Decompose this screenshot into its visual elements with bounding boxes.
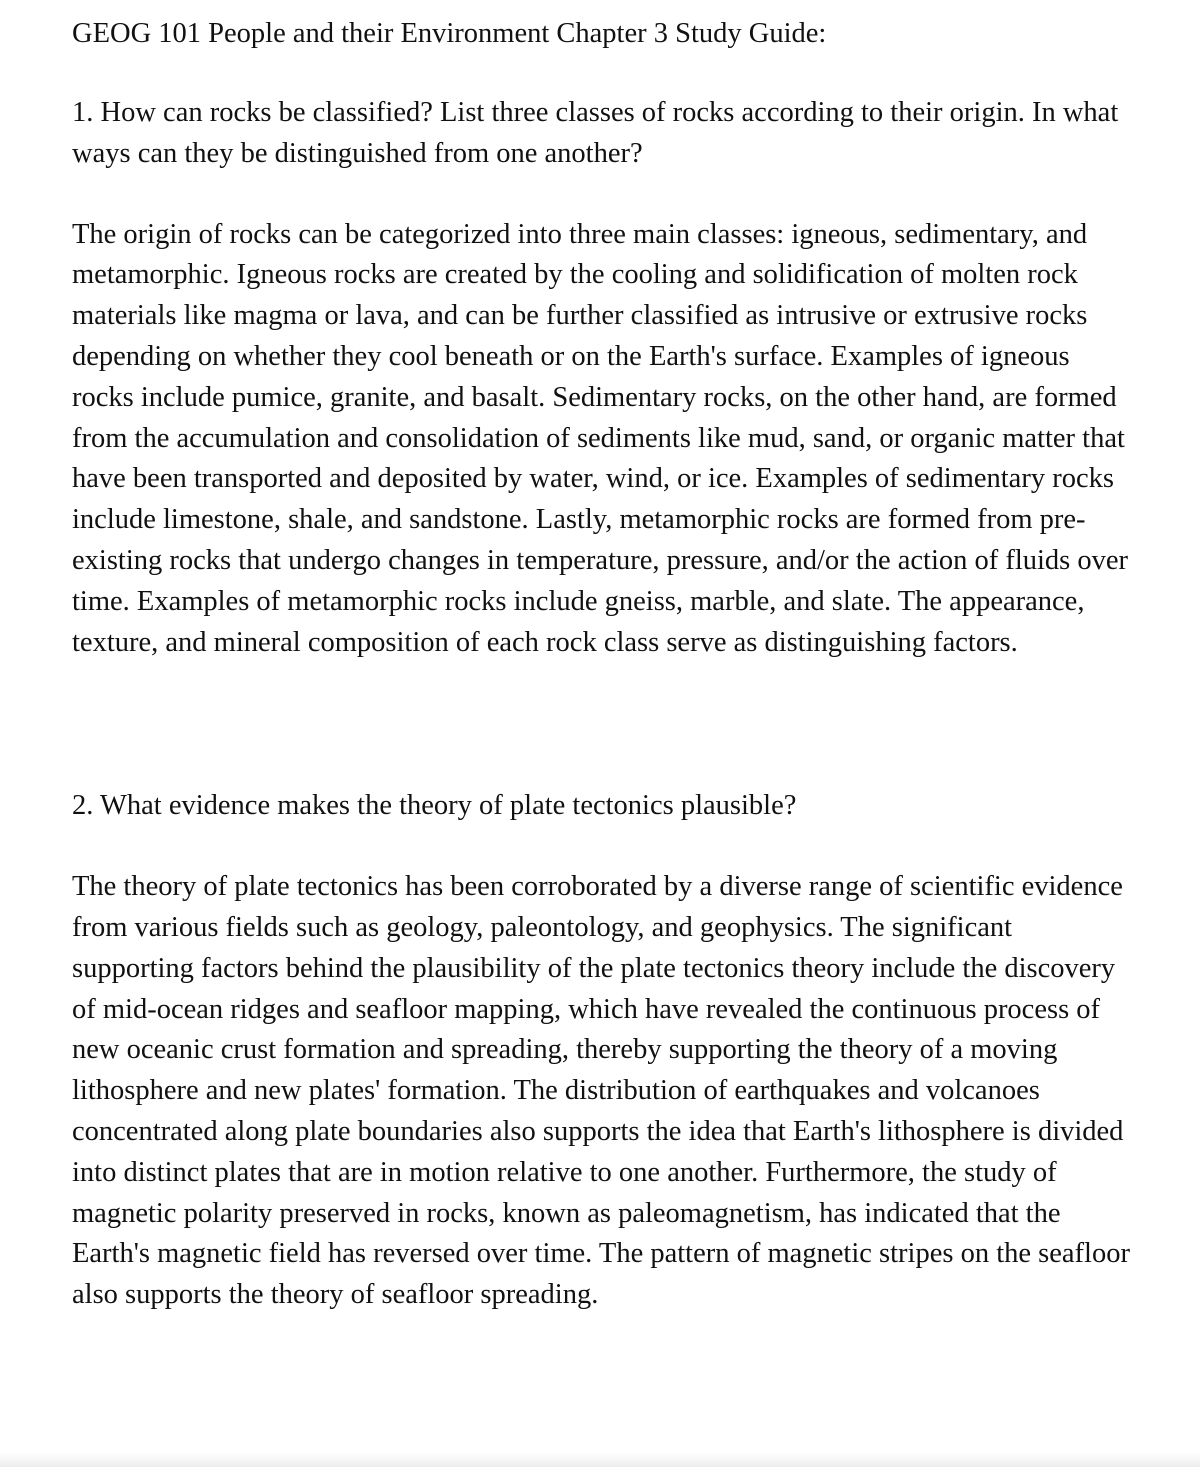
study-guide-document bbox=[72, 12, 1132, 1316]
question-2: 2. What evidence makes the theory of plate tectonics plausible? bbox=[72, 790, 797, 822]
section-1 bbox=[72, 93, 1132, 663]
section-2 bbox=[72, 786, 1132, 1316]
spacer bbox=[72, 56, 1132, 93]
spacer bbox=[72, 827, 1132, 867]
answer-2: The theory of plate tectonics has been corroborated by a diverse range of scientific evidence from various fields such as geology, paleontology, and geophysics. The significant supporting factors behind the plausibility of the plate tectonics theory include the discovery of mid-ocean ridges and seafloor mapping, which have revealed the continuous process of new oceanic crust formation and spreading, thereby supporting the theory of a moving lithosphere and new plates' formation. The distribution of earthquakes and volcanoes concentrated along plate boundaries also supports the idea that Earth's lithosphere is divided into distinct plates that are in motion relative to one another. Furthermore, the study of magnetic polarity preserved in rocks, known as paleomagnetism, has indicated that the Earth's magnetic field has reversed over time. The pattern of magnetic stripes on the seafloor also supports the theory of seafloor spreading. bbox=[72, 871, 1130, 1311]
document-title: GEOG 101 People and their Environment Chapter 3 Study Guide: bbox=[72, 18, 827, 49]
question-1: 1. How can rocks be classified? List three classes of rocks according to their origin. In what ways can they be distinguished from one another? bbox=[72, 97, 1119, 169]
page-bottom-edge bbox=[0, 1453, 1200, 1467]
spacer bbox=[72, 663, 1132, 786]
answer-1: The origin of rocks can be categorized into three main classes: igneous, sedimentary, and metamorphic. Igneous rocks are created by the cooling and solidification of molten rock materials like magma or lava, and can be further classified as intrusive or extrusive rocks depending on whether they cool beneath or on the Earth's surface. Examples of igneous rocks include pumice, granite, and basalt. Sedimentary rocks, on the other hand, are formed from the accumulation and consolidation of sediments like mud, sand, or organic matter that have been transported and deposited by water, wind, or ice. Examples of sedimentary rocks include limestone, shale, and sandstone. Lastly, metamorphic rocks are formed from pre-existing rocks that undergo changes in temperature, pressure, and/or the action of fluids over time. Examples of metamorphic rocks include gneiss, marble, and slate. The appearance, texture, and mineral composition of each rock class serve as distinguishing factors. bbox=[72, 218, 1129, 658]
spacer bbox=[72, 175, 1132, 215]
